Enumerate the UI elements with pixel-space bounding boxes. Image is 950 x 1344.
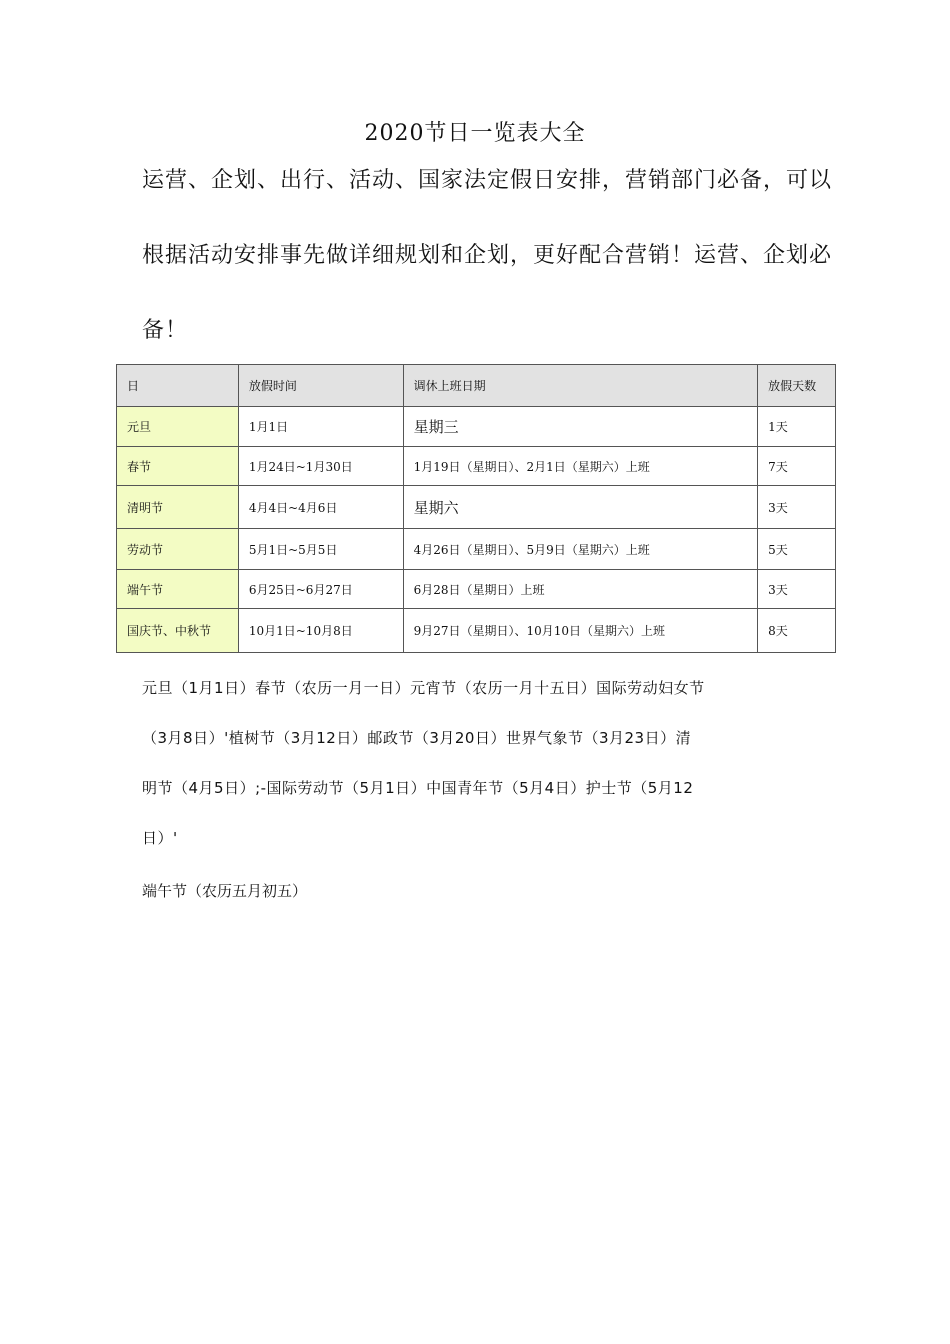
holiday-days-cell: 3天 bbox=[758, 486, 836, 529]
holiday-name-cell: 元旦 bbox=[117, 407, 239, 447]
holiday-table bbox=[116, 364, 836, 653]
header-name: 日 bbox=[117, 365, 239, 407]
holiday-name-cell: 国庆节、中秋节 bbox=[117, 609, 239, 653]
intro-paragraph-line-2 bbox=[116, 241, 836, 271]
holiday-name-cell: 春节 bbox=[117, 447, 239, 486]
festival-list-line-2: （3月8日）'植树节（3月12日）邮政节（3月20日）世界气象节（3月23日）清 bbox=[142, 729, 692, 747]
table-row bbox=[117, 609, 836, 653]
holiday-name-cell: 端午节 bbox=[117, 570, 239, 609]
holiday-days-cell: 7天 bbox=[758, 447, 836, 486]
festival-list-line-1: 元旦（1月1日）春节（农历一月一日）元宵节（农历一月十五日）国际劳动妇女节 bbox=[142, 679, 705, 697]
intro-paragraph-line-1 bbox=[116, 166, 836, 196]
holiday-name-cell: 劳动节 bbox=[117, 529, 239, 570]
holiday-adjust-cell: 6月28日（星期日）上班 bbox=[403, 570, 757, 609]
header-days: 放假天数 bbox=[758, 365, 836, 407]
table-row bbox=[117, 407, 836, 447]
holiday-time-cell: 4月4日~4月6日 bbox=[238, 486, 403, 529]
table-row bbox=[117, 447, 836, 486]
festival-list-line-3: 明节（4月5日）;-国际劳动节（5月1日）中国青年节（5月4日）护士节（5月12 bbox=[142, 779, 694, 797]
holiday-adjust-cell: 9月27日（星期日）、10月10日（星期六）上班 bbox=[403, 609, 757, 653]
holiday-time-cell: 1月24日~1月30日 bbox=[238, 447, 403, 486]
table-header-row bbox=[117, 365, 836, 407]
holiday-time-cell: 6月25日~6月27日 bbox=[238, 570, 403, 609]
header-time: 放假时间 bbox=[238, 365, 403, 407]
holiday-adjust-cell: 1月19日（星期日）、2月1日（星期六）上班 bbox=[403, 447, 757, 486]
intro-text-3: 备！ bbox=[142, 318, 189, 343]
table-row bbox=[117, 570, 836, 609]
header-adjust: 调休上班日期 bbox=[403, 365, 757, 407]
holiday-adjust-cell: 星期六 bbox=[403, 486, 757, 529]
holiday-days-cell: 8天 bbox=[758, 609, 836, 653]
festival-list-footer: 端午节（农历五月初五） bbox=[142, 882, 308, 900]
holiday-days-cell: 1天 bbox=[758, 407, 836, 447]
intro-text-2: 根据活动安排事先做详细规划和企划，更好配合营销！运营、企划必 bbox=[142, 243, 833, 268]
intro-text-1: 运营、企划、出行、活动、国家法定假日安排，营销部门必备，可以 bbox=[142, 168, 833, 193]
table-row bbox=[117, 486, 836, 529]
document-title: 2020节日一览表大全 bbox=[364, 121, 586, 146]
festival-list-line-4: 日）' bbox=[142, 829, 178, 847]
holiday-adjust-cell: 星期三 bbox=[403, 407, 757, 447]
holiday-name-cell: 清明节 bbox=[117, 486, 239, 529]
table-row bbox=[117, 529, 836, 570]
holiday-time-cell: 1月1日 bbox=[238, 407, 403, 447]
holiday-days-cell: 3天 bbox=[758, 570, 836, 609]
holiday-time-cell: 5月1日~5月5日 bbox=[238, 529, 403, 570]
holiday-time-cell: 10月1日~10月8日 bbox=[238, 609, 403, 653]
holiday-adjust-cell: 4月26日（星期日）、5月9日（星期六）上班 bbox=[403, 529, 757, 570]
intro-paragraph-line-3 bbox=[116, 316, 836, 346]
holiday-days-cell: 5天 bbox=[758, 529, 836, 570]
